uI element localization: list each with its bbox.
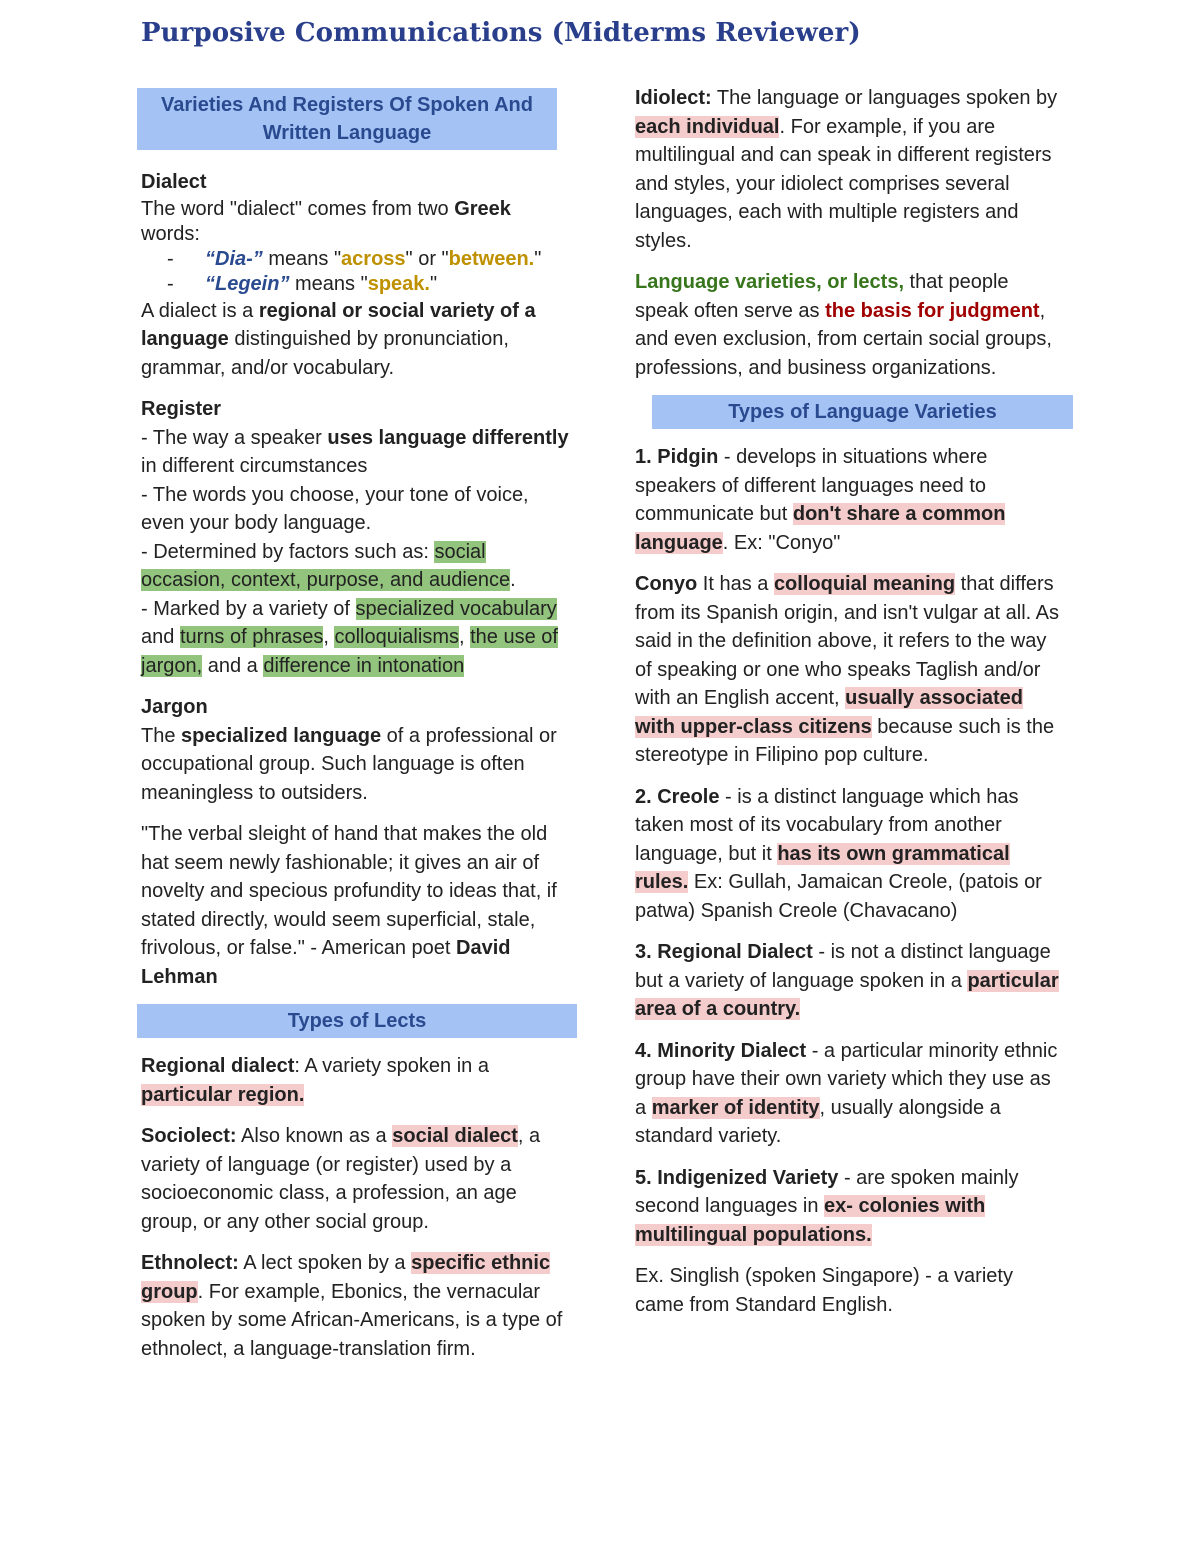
regional-dialect-entry <box>141 1052 571 1109</box>
text: speak. <box>367 272 430 295</box>
text: distinguished by pronunciation, grammar, and/or vocabulary. <box>141 328 509 379</box>
text: and <box>141 626 180 648</box>
text: : A variety spoken in a <box>294 1055 489 1077</box>
jargon-heading: Jargon <box>141 696 208 718</box>
text: - The way a speaker <box>141 426 328 449</box>
text: in different circumstances <box>141 455 368 477</box>
text: The <box>141 724 182 747</box>
idiolect-entry <box>635 84 1065 255</box>
minority-dialect-entry <box>635 1037 1065 1151</box>
text: between. <box>448 247 535 270</box>
register-line-1 <box>141 424 571 481</box>
text: words: <box>141 222 200 245</box>
highlight: specialized vocabulary <box>355 597 557 620</box>
text: Ethnolect: <box>141 1252 239 1274</box>
highlight: turns of phrases <box>179 626 324 648</box>
register-heading: Register <box>141 398 222 420</box>
text: means " <box>262 247 342 270</box>
highlight: each individual <box>635 115 780 138</box>
highlight: colloquialisms <box>334 626 459 648</box>
text: " <box>429 272 438 295</box>
dialect-definition <box>141 297 571 383</box>
text: - Determined by factors such as: <box>141 540 435 563</box>
list-item <box>167 272 571 297</box>
language-varieties-paragraph <box>635 268 1065 382</box>
text: Greek <box>454 197 511 220</box>
text: A lect spoken by a <box>238 1252 412 1274</box>
highlight: usually associated with upper-class citizens <box>635 687 1023 738</box>
text: , a variety of language (or register) used by a socioeconomic class, a profession, an age group, or any other social group. <box>141 1125 541 1233</box>
text: " <box>534 247 542 270</box>
regional-dialect-type-entry <box>635 938 1065 1024</box>
dialect-etymology-list <box>141 247 571 297</box>
text: regional or social variety of a language <box>141 299 536 350</box>
text: that differs from its Spanish origin, and isn't vulgar at all. As said in the definition above, it refers to the way of speaking or one who speaks Taglish and/or with an English accent, <box>635 573 1060 709</box>
jargon-section <box>141 693 571 991</box>
text: - a particular minority ethnic group have their own variety which they use as a <box>635 1039 1058 1119</box>
register-line-4 <box>141 595 571 681</box>
text: because such is the stereotype in Filipino pop culture. <box>635 715 1055 766</box>
text: specialized language <box>181 724 382 747</box>
section-band-types-of-language-varieties: Types of Language Varieties <box>652 395 1073 429</box>
sociolect-entry <box>141 1122 571 1236</box>
text: " or " <box>405 247 449 270</box>
text: A dialect is a <box>141 299 259 322</box>
highlight: particular area of a country. <box>635 969 1059 1020</box>
text: 2. Creole <box>635 785 720 808</box>
creole-entry <box>635 783 1065 926</box>
text: . For example, Ebonics, the vernacular spoken by some African-Americans, is a type of ethnolect, a language-translation firm. <box>141 1280 563 1360</box>
text: Idiolect: <box>635 87 712 109</box>
text: Conyo <box>635 573 698 595</box>
text: uses language differently <box>327 426 569 449</box>
highlight: social dialect <box>392 1125 518 1147</box>
text: that people speak often serve as <box>635 271 1009 322</box>
right-column <box>635 84 1065 1332</box>
text: and a <box>202 654 264 677</box>
page-title: Purposive Communications (Midterms Reviewer) <box>141 18 861 48</box>
text: . <box>510 569 516 591</box>
text: - develops in situations where speakers of different languages need to communicate but <box>635 446 988 525</box>
dialect-heading: Dialect <box>141 171 207 193</box>
text: "The verbal sleight of hand that makes the old hat seem newly fashionable; it gives an air of novelty and specious profundity to ideas that, if stated directly, would seem superficial, stale, frivolous, or false." - American poet <box>141 823 557 959</box>
highlight: specific ethnic group <box>141 1252 551 1303</box>
highlight: the use of jargon, <box>141 626 558 677</box>
text: . For example, if you are multilingual and can speak in different registers and styles, your idiolect comprises several languages, each with multiple registers and styles. <box>635 115 1052 252</box>
text: 5. Indigenized Variety <box>635 1166 839 1189</box>
jargon-quote <box>141 820 571 991</box>
highlight: don't share a common language <box>635 503 1006 554</box>
text: 4. Minority Dialect <box>635 1039 807 1062</box>
text: Also known as a <box>236 1125 393 1147</box>
dialect-section <box>141 168 571 382</box>
text: , and even exclusion, from certain social groups, professions, and business organizations. <box>635 299 1052 379</box>
text: , <box>323 626 335 648</box>
text: - Marked by a variety of <box>141 597 356 620</box>
jargon-definition <box>141 722 571 808</box>
text: It has a <box>697 573 774 595</box>
text: . Ex: "Conyo" <box>722 531 841 554</box>
text: , <box>458 626 471 648</box>
highlight: colloquial meaning <box>773 573 956 595</box>
highlight: particular region. <box>141 1083 305 1106</box>
pidgin-entry <box>635 443 1065 557</box>
highlight: ex- colonies with multilingual populations. <box>635 1195 986 1246</box>
text: - is not a distinct language but a variety of language spoken in a <box>635 941 1051 992</box>
ethnolect-entry <box>141 1249 571 1363</box>
text: “Dia-” <box>205 247 263 270</box>
text: - are spoken mainly second languages in <box>635 1166 1019 1217</box>
text: Sociolect: <box>141 1125 237 1147</box>
singlish-example: Ex. Singlish (spoken Singapore) - a variety came from Standard English. <box>635 1265 1013 1316</box>
text: of a professional or occupational group. Such language is often meaningless to outsiders. <box>141 724 557 804</box>
text: Regional dialect <box>141 1055 295 1077</box>
left-column <box>141 168 571 1376</box>
text: 1. Pidgin <box>635 446 719 468</box>
text: The word "dialect" comes from two <box>141 197 455 220</box>
text: David Lehman <box>141 937 511 988</box>
text: across <box>341 247 406 270</box>
register-line-2: - The words you choose, your tone of voice, even your body language. <box>141 483 529 534</box>
dialect-intro <box>141 197 571 247</box>
text: the basis for judgment <box>825 299 1040 322</box>
section-band-varieties-registers: Varieties And Registers Of Spoken And Written Language <box>137 88 557 150</box>
text: - is a distinct language which has taken most of its vocabulary from another language, but it <box>635 785 1019 865</box>
section-band-types-of-lects: Types of Lects <box>137 1004 577 1038</box>
highlight: has its own grammatical rules. <box>635 842 1010 893</box>
text: Language varieties, or lects, <box>635 271 904 293</box>
indigenized-variety-entry <box>635 1164 1065 1250</box>
list-item <box>167 247 571 272</box>
text: Ex: Gullah, Jamaican Creole, (patois or patwa) Spanish Creole (Chavacano) <box>635 871 1042 922</box>
text: means " <box>289 272 368 295</box>
highlight: difference in intonation <box>263 654 465 677</box>
register-section <box>141 395 571 680</box>
text: 3. Regional Dialect <box>635 941 813 963</box>
text: The language or languages spoken by <box>711 87 1058 109</box>
highlight: social occasion, context, purpose, and audience <box>141 540 511 591</box>
conyo-entry <box>635 570 1065 770</box>
text: “Legein” <box>205 272 290 295</box>
highlight: marker of identity <box>651 1096 820 1119</box>
text: , usually alongside a standard variety. <box>635 1096 1001 1147</box>
register-line-3 <box>141 538 571 595</box>
